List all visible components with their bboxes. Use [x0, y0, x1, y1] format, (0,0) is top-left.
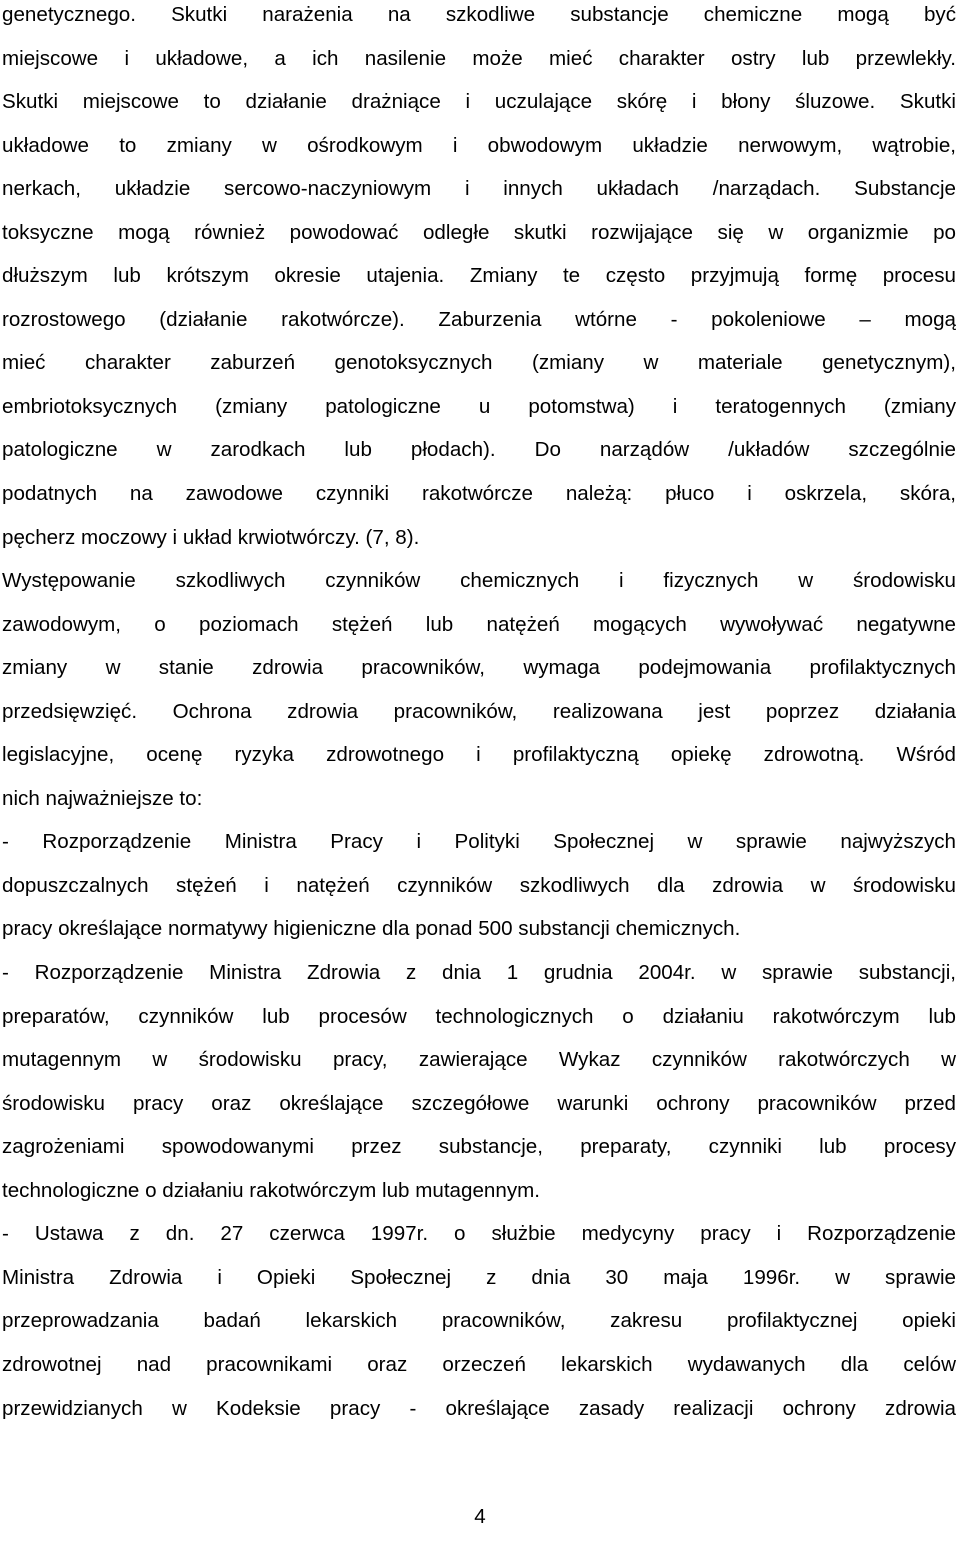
text-line: legislacyjne, ocenę ryzyka zdrowotnego i profilaktyczną opiekę zdrowotną. Wśród	[2, 743, 956, 767]
body-text	[2, 0, 956, 1430]
text-line: środowisku pracy oraz określające szczegółowe warunki ochrony pracowników przed	[2, 1091, 956, 1115]
text-line: genetycznego. Skutki narażenia na szkodliwe substancje chemiczne mogą być	[2, 3, 956, 26]
text-line: nerkach, układzie sercowo-naczyniowym i innych układach /narządach. Substancje	[2, 177, 956, 201]
text-line: Ministra Zdrowia i Opieki Społecznej z dnia 30 maja 1996r. w sprawie	[2, 1265, 956, 1289]
text-line: podatnych na zawodowe czynniki rakotwórcze należą: płuco i oskrzela, skóra,	[2, 482, 956, 506]
text-line: zmiany w stanie zdrowia pracowników, wymaga podejmowania profilaktycznych	[2, 656, 956, 680]
text-line: rozrostowego (działanie rakotwórcze). Zaburzenia wtórne - pokoleniowe – mogą	[2, 307, 956, 331]
text-line: dłuższym lub krótszym okresie utajenia. Zmiany te często przyjmują formę procesu	[2, 264, 956, 288]
text-line: miejscowe i układowe, a ich nasilenie może mieć charakter ostry lub przewlekły.	[2, 46, 956, 70]
text-line: pracy określające normatywy higieniczne dla ponad 500 substancji chemicznych.	[2, 917, 741, 941]
text-line: embriotoksycznych (zmiany patologiczne u potomstwa) i teratogennych (zmiany	[2, 394, 956, 418]
text-line: mutagennym w środowisku pracy, zawierające Wykaz czynników rakotwórczych w	[2, 1048, 956, 1072]
text-line: nich najważniejsze to:	[2, 786, 203, 810]
text-line: przedsięwzięć. Ochrona zdrowia pracowników, realizowana jest poprzez działania	[2, 699, 956, 723]
text-line: patologiczne w zarodkach lub płodach). Do narządów /układów szczególnie	[2, 438, 956, 462]
text-line: toksyczne mogą również powodować odległe skutki rozwijające się w organizmie po	[2, 220, 956, 244]
text-line: zagrożeniami spowodowanymi przez substancje, preparaty, czynniki lub procesy	[2, 1135, 956, 1159]
text-line: przewidzianych w Kodeksie pracy - określające zasady realizacji ochrony zdrowia	[2, 1396, 956, 1420]
text-line: technologiczne o działaniu rakotwórczym lub mutagennym.	[2, 1178, 541, 1202]
text-line: Występowanie szkodliwych czynników chemicznych i fizycznych w środowisku	[2, 569, 956, 593]
text-line: Skutki miejscowe to działanie drażniące i uczulające skórę i błony śluzowe. Skutki	[2, 90, 956, 114]
page-number: 4	[474, 1505, 486, 1528]
text-line: preparatów, czynników lub procesów technologicznych o działaniu rakotwórczym lub	[2, 1004, 956, 1028]
text-line: układowe to zmiany w ośrodkowym i obwodowym układzie nerwowym, wątrobie,	[2, 133, 956, 157]
text-line: zdrowotnej nad pracownikami oraz orzeczeń lekarskich wydawanych dla celów	[2, 1352, 956, 1376]
text-line: pęcherz moczowy i układ krwiotwórczy. (7, 8).	[2, 525, 420, 549]
text-line: - Rozporządzenie Ministra Zdrowia z dnia 1 grudnia 2004r. w sprawie substancji,	[2, 961, 956, 985]
text-line: zawodowym, o poziomach stężeń lub natężeń mogących wywoływać negatywne	[2, 612, 956, 636]
text-line: mieć charakter zaburzeń genotoksycznych (zmiany w materiale genetycznym),	[2, 351, 956, 375]
text-line: dopuszczalnych stężeń i natężeń czynników szkodliwych dla zdrowia w środowisku	[2, 873, 956, 897]
text-line: - Ustawa z dn. 27 czerwca 1997r. o służbie medycyny pracy i Rozporządzenie	[2, 1222, 956, 1246]
text-line: - Rozporządzenie Ministra Pracy i Polityki Społecznej w sprawie najwyższych	[2, 830, 956, 854]
text-line: przeprowadzania badań lekarskich pracowników, zakresu profilaktycznej opieki	[2, 1309, 956, 1333]
